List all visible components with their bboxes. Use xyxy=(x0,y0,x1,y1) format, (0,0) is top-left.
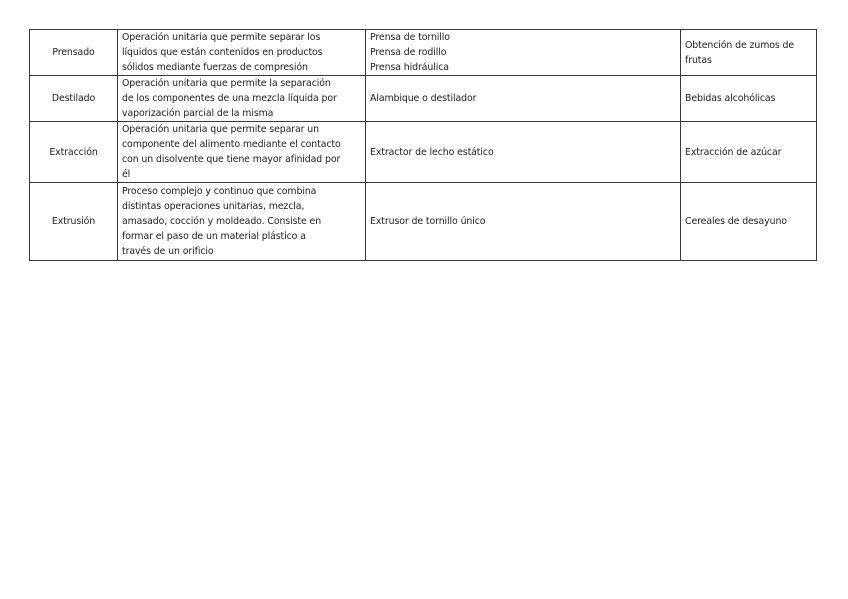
example-line: Cereales de desayuno xyxy=(685,216,787,227)
table-row xyxy=(30,183,817,261)
equipment-item: Prensa hidráulica xyxy=(370,62,449,73)
table-row xyxy=(30,30,817,76)
description-line: vaporización parcial de la misma xyxy=(122,108,274,119)
example-line: Bebidas alcohólicas xyxy=(685,93,776,104)
operation-name xyxy=(30,30,118,76)
example-line: Extracción de azúcar xyxy=(685,146,782,158)
description-line: formar el paso de un material plástico a xyxy=(122,231,306,242)
description-line: Operación unitaria que permite separar los xyxy=(122,32,321,43)
operation-name-text: Extrusión xyxy=(51,216,96,227)
table-row xyxy=(30,76,817,122)
equipment-cell xyxy=(366,30,681,76)
operation-name-text: Destilado xyxy=(51,93,96,104)
description-line: amasado, cocción y moldeado. Consiste en xyxy=(122,216,322,227)
description-line: con un disolvente que tiene mayor afinidad por xyxy=(122,154,341,165)
operation-name-text: Extracción xyxy=(49,146,98,158)
operation-description xyxy=(118,183,366,261)
description-line: sólidos mediante fuerzas de compresión xyxy=(122,62,308,73)
description-line: Proceso complejo y continuo que combina xyxy=(122,186,317,197)
unit-operations-table xyxy=(29,29,817,261)
example-line: Obtención de zumos de xyxy=(685,39,795,51)
description-line: Operación unitaria que permite la separación xyxy=(122,78,331,89)
description-line: de los componentes de una mezcla líquida por xyxy=(122,93,337,104)
description-line: componente del alimento mediante el contacto xyxy=(122,139,341,150)
equipment-item: Extrusor de tornillo único xyxy=(370,216,486,227)
description-line: través de un orificio xyxy=(122,246,214,257)
operation-description xyxy=(118,76,366,122)
operation-description xyxy=(118,30,366,76)
equipment-item: Prensa de tornillo xyxy=(370,32,450,43)
equipment-item: Extractor de lecho estático xyxy=(370,146,494,158)
table-row xyxy=(30,122,817,183)
example-cell xyxy=(681,122,817,183)
equipment-cell xyxy=(366,122,681,183)
operation-name-text: Prensado xyxy=(52,47,95,58)
example-cell xyxy=(681,183,817,261)
operation-name xyxy=(30,76,118,122)
description-line: líquidos que están contenidos en productos xyxy=(122,47,323,58)
example-cell xyxy=(681,30,817,76)
example-cell xyxy=(681,76,817,122)
example-line: frutas xyxy=(685,54,712,66)
description-line: él xyxy=(122,169,131,180)
operation-description xyxy=(118,122,366,183)
operation-name xyxy=(30,122,118,183)
equipment-cell xyxy=(366,183,681,261)
equipment-item: Alambique o destilador xyxy=(370,93,477,104)
equipment-cell xyxy=(366,76,681,122)
operation-name xyxy=(30,183,118,261)
description-line: Operación unitaria que permite separar un xyxy=(122,124,319,135)
equipment-item: Prensa de rodillo xyxy=(370,47,447,58)
description-line: distintas operaciones unitarias, mezcla, xyxy=(122,201,305,212)
